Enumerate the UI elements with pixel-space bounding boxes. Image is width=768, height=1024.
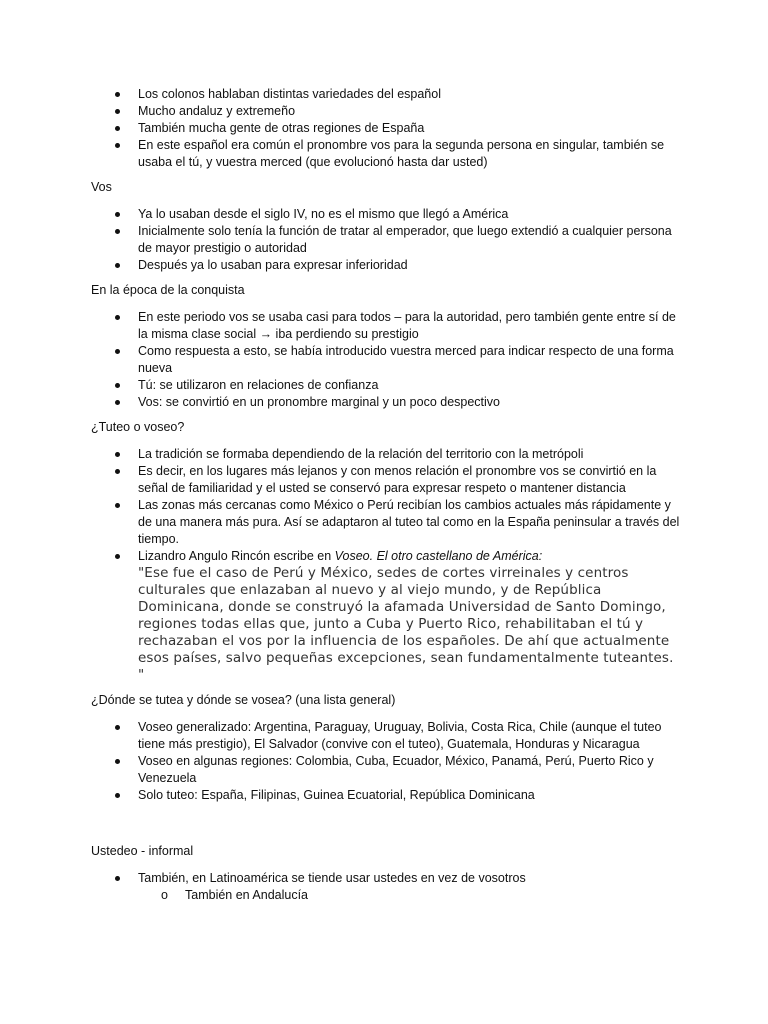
bullet-icon	[115, 759, 120, 764]
list-item: Es decir, en los lugares más lejanos y con menos relación el pronombre vos se convirtió en la señal de familiaridad y el usted se conservó para expresar respeto o mantener distancia	[91, 463, 681, 497]
list-item: Tú: se utilizaron en relaciones de confianza	[91, 377, 681, 394]
bullet-icon	[115, 554, 120, 559]
list-item: Mucho andaluz y extremeño	[91, 103, 681, 120]
bullet-icon	[115, 263, 120, 268]
list-item: Voseo en algunas regiones: Colombia, Cuba, Ecuador, México, Panamá, Perú, Puerto Rico y Venezuela	[91, 753, 681, 787]
list-item: Después ya lo usaban para expresar inferioridad	[91, 257, 681, 274]
citation-quote: "Ese fue el caso de Perú y México, sedes de cortes virreinales y centros culturales que enlazaban al nuevo y al viejo mundo, y de República Dominicana, donde se construyó la afamada Universidad de Santo Domingo, regiones todas ellas que, junto a Cuba y Puerto Rico, rehabilitaban el tú y rechazaban el vos por la influencia de los españoles. De ahí que actualmente esos países, salvo pequeñas excepciones, sean fundamentalmente tuteantes. "	[138, 565, 674, 683]
bullet-icon	[115, 400, 120, 405]
bullet-icon	[115, 126, 120, 131]
donde-list	[91, 719, 681, 804]
list-item: Los colonos hablaban distintas variedades del español	[91, 86, 681, 103]
list-item: Vos: se convirtió en un pronombre marginal y un poco despectivo	[91, 394, 681, 411]
vos-list	[91, 206, 681, 274]
citation-title: Voseo. El otro castellano de América:	[334, 549, 543, 563]
bullet-icon	[115, 452, 120, 457]
bullet-icon	[115, 92, 120, 97]
list-item: En este periodo vos se usaba casi para todos – para la autoridad, pero también gente entre sí de la misma clase social → iba perdiendo su prestigio	[91, 309, 681, 343]
heading-ustedeo: Ustedeo - informal	[91, 844, 194, 858]
heading-donde: ¿Dónde se tutea y dónde se vosea? (una lista general)	[91, 693, 396, 707]
list-item: Las zonas más cercanas como México o Perú recibían los cambios actuales más rápidamente y de una manera más pura. Así se adaptaron al tuteo tal como en la España peninsular a través del tiempo.	[91, 497, 681, 548]
bullet-icon	[115, 793, 120, 798]
tuteo-list	[91, 446, 681, 684]
sub-list-item: o También en Andalucía	[161, 888, 309, 902]
list-item: Como respuesta a esto, se había introducido vuestra merced para indicar respecto de una forma nueva	[91, 343, 681, 377]
citation-prefix: Lizandro Angulo Rincón escribe en	[138, 549, 335, 563]
bullet-icon	[115, 725, 120, 730]
ustedeo-sublist	[138, 887, 681, 904]
bullet-icon	[115, 503, 120, 508]
bullet-icon	[115, 383, 120, 388]
list-item: La tradición se formaba dependiendo de la relación del territorio con la metrópoli	[91, 446, 681, 463]
conquista-list	[91, 309, 681, 411]
circle-bullet-icon: o	[161, 888, 168, 902]
document-body	[91, 86, 681, 912]
list-item: También mucha gente de otras regiones de España	[91, 120, 681, 137]
heading-conquista: En la época de la conquista	[91, 283, 245, 297]
citation-item	[91, 548, 681, 684]
list-item: En este español era común el pronombre vos para la segunda persona en singular, también se usaba el tú, y vuestra merced (que evolucionó hasta dar usted)	[91, 137, 681, 171]
list-item: Ya lo usaban desde el siglo IV, no es el mismo que llegó a América	[91, 206, 681, 223]
list-item: Voseo generalizado: Argentina, Paraguay, Uruguay, Bolivia, Costa Rica, Chile (aunque el tuteo tiene más prestigio), El Salvador (convive con el tuteo), Guatemala, Honduras y Nicaragua	[91, 719, 681, 753]
list-item: Inicialmente solo tenía la función de tratar al emperador, que luego extendió a cualquier persona de mayor prestigio o autoridad	[91, 223, 681, 257]
bullet-icon	[115, 212, 120, 217]
spacer	[91, 812, 681, 836]
list-item: Solo tuteo: España, Filipinas, Guinea Ecuatorial, República Dominicana	[91, 787, 681, 804]
heading-vos: Vos	[91, 180, 112, 194]
bullet-icon	[115, 469, 120, 474]
heading-tuteo: ¿Tuteo o voseo?	[91, 420, 185, 434]
ustedeo-list	[91, 870, 681, 904]
bullet-icon	[115, 143, 120, 148]
colonos-list	[91, 86, 681, 171]
bullet-icon	[115, 876, 120, 881]
bullet-icon	[115, 315, 120, 320]
bullet-icon	[115, 229, 120, 234]
bullet-icon	[115, 109, 120, 114]
bullet-icon	[115, 349, 120, 354]
list-item: También, en Latinoamérica se tiende usar ustedes en vez de vosotros o También en Andalucía	[91, 870, 681, 904]
